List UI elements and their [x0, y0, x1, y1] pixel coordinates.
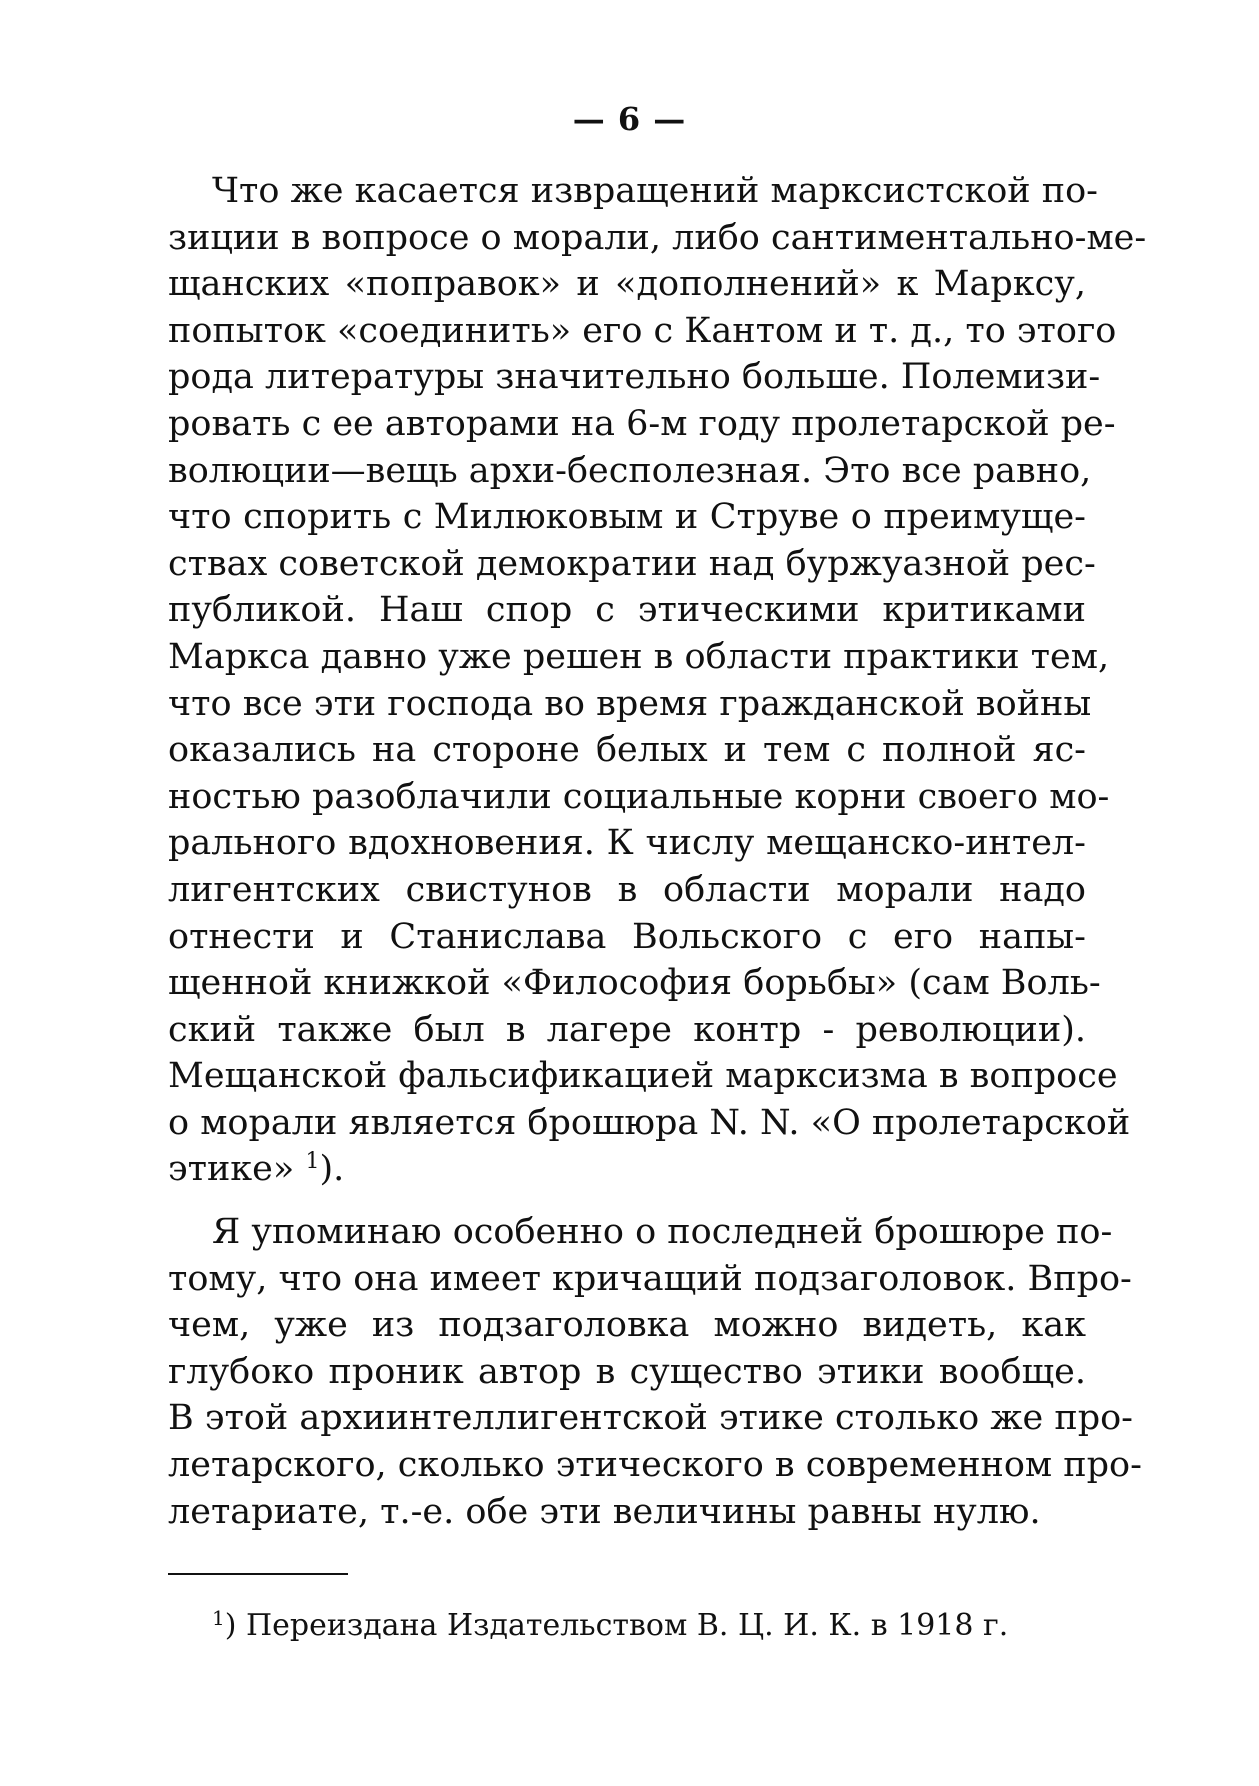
text-line: оказались на стороне белых и тем с полной яс- [168, 730, 1086, 771]
text-line: о морали является брошюра N. N. «О пролетарской [168, 1102, 1131, 1143]
text-line: зиции в вопросе о морали, либо сантиментально-ме- [168, 217, 1147, 258]
text-line: летариате, т.-е. обе эти величины равны нулю. [168, 1491, 1041, 1532]
last-line-end: ). [319, 1149, 345, 1190]
text-line: летарского, сколько этического в современном про- [168, 1445, 1142, 1486]
footnote-reference[interactable]: 1 [305, 1149, 320, 1175]
text-line: публикой. Наш спор с этическими критиками [168, 590, 1086, 631]
text-line: тому, что она имеет кричащий подзаголовок. Впро- [168, 1258, 1132, 1299]
body-text [168, 168, 1147, 1535]
text-line: ностью разоблачили социальные корни своего мо- [168, 776, 1110, 817]
text-line-last [168, 1146, 1086, 1193]
text-line: Я упоминаю особенно о последней брошюре по- [212, 1212, 1113, 1253]
page-number: — 6 — [572, 100, 687, 138]
text-line: глубоко проник автор в существо этики вообще. [168, 1351, 1086, 1392]
text-line: рального вдохновения. К числу мещанско-интел- [168, 823, 1086, 864]
text-line: что все эти господа во время гражданской войны [168, 683, 1092, 724]
text-line: щанских «поправок» и «дополнений» к Марксу, [168, 264, 1086, 305]
footnote [212, 1608, 1072, 1644]
text-line: ский также был в лагере контр - революции). [168, 1009, 1086, 1050]
text-line: попыток «соединить» его с Кантом и т. д., то этого [168, 310, 1117, 351]
text-line: ровать с ее авторами на 6-м году пролетарской ре- [168, 403, 1116, 444]
text-line: отнести и Станислава Вольского с его напы- [168, 916, 1086, 957]
footnote-text: ) Переиздана Издательством В. Ц. И. К. в 1918 г. [224, 1608, 1009, 1643]
text-line: Что же касается извращений марксистской по- [212, 171, 1098, 211]
text-line: что спорить с Милюковым и Струве о преимуще- [168, 497, 1086, 538]
footnote-mark: 1 [212, 1606, 225, 1630]
text-line: лигентских свистунов в области морали надо [168, 869, 1086, 910]
text-line: чем, уже из подзаголовка можно видеть, как [168, 1305, 1086, 1346]
text-line: волюции—вещь архи-бесполезная. Это все равно, [168, 450, 1092, 491]
paragraph-gap [168, 1193, 1086, 1209]
footnote-divider [168, 1573, 348, 1575]
text-line: щенной книжкой «Философия борьбы» (сам Воль- [168, 963, 1101, 1004]
text-line: Маркса давно уже решен в области практики тем, [168, 636, 1110, 677]
last-line-text: этике» [168, 1149, 295, 1190]
text-line: Мещанской фальсификацией марксизма в вопросе [168, 1056, 1118, 1097]
text-line: рода литературы значительно больше. Полемизи- [168, 357, 1101, 398]
text-line: В этой архиинтеллигентской этике столько же про- [168, 1398, 1134, 1439]
text-line: ствах советской демократии над буржуазной рес- [168, 543, 1096, 584]
